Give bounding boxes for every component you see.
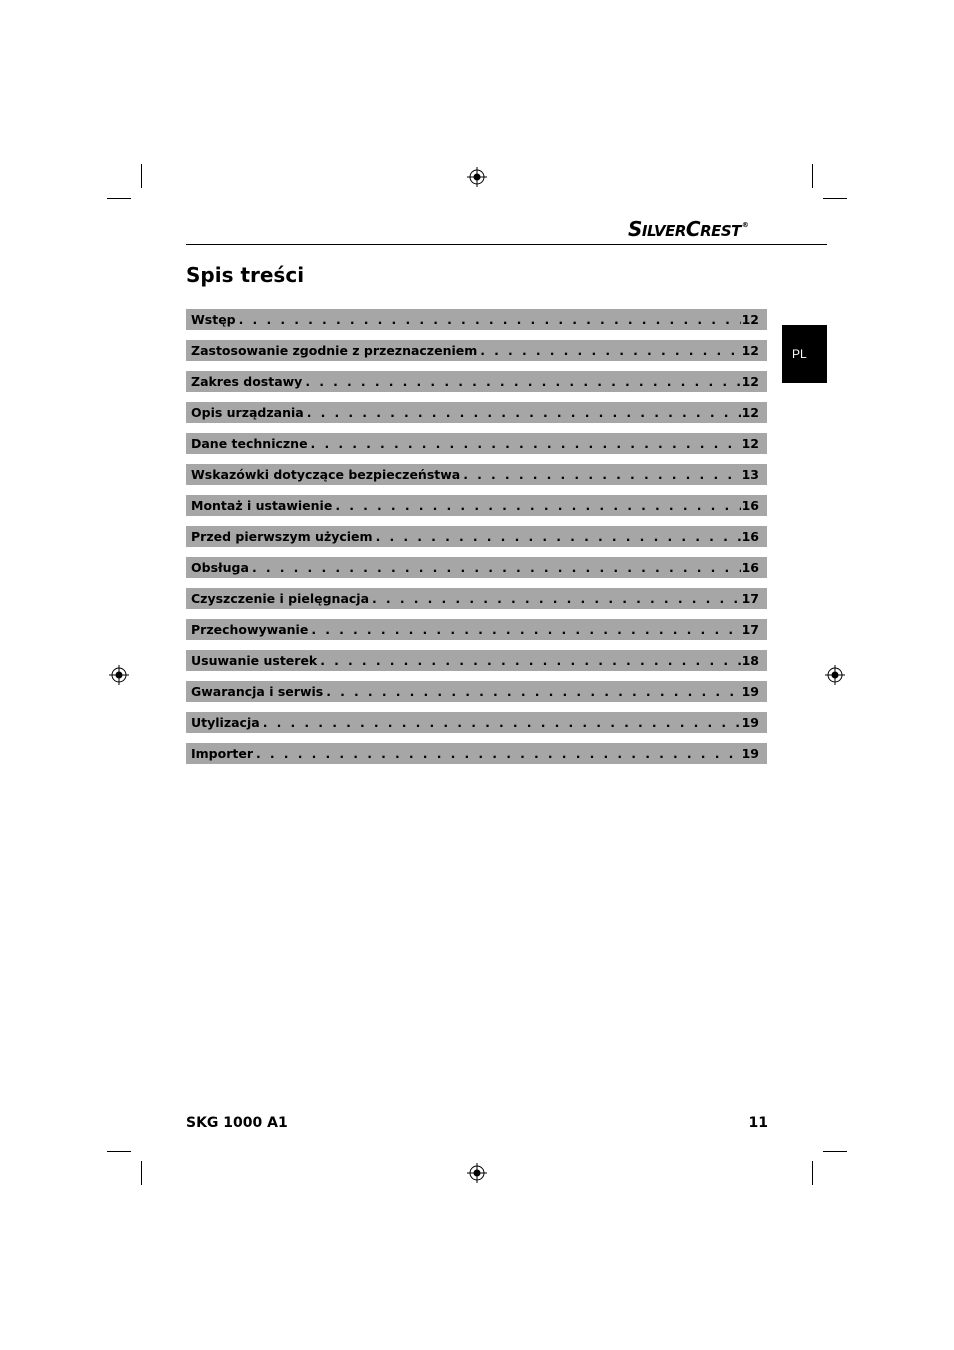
toc-entry-title: Zastosowanie zgodnie z przeznaczeniem [191,343,478,358]
toc-entry-page: 16 [741,529,759,544]
toc-entry-title: Importer [191,746,253,761]
toc-entry-page: 17 [741,622,759,637]
crop-mark-top-left-vertical [141,164,142,188]
toc-entry[interactable] [186,402,767,423]
registration-mark-icon [467,167,487,187]
toc-entry[interactable] [186,371,767,392]
toc-entry[interactable] [186,712,767,733]
toc-entry-title: Usuwanie usterek [191,653,318,668]
dot-leader [256,743,741,764]
toc-entry[interactable] [186,588,767,609]
toc-entry-page: 19 [741,684,759,699]
dot-leader [305,371,740,392]
registration-mark-icon [109,665,129,685]
toc-entry-title: Wskazówki dotyczące bezpieczeństwa [191,467,461,482]
toc-entry[interactable] [186,650,767,671]
crop-mark-bottom-right-horizontal [823,1151,847,1152]
toc-entry-page: 12 [741,312,759,327]
page-title: Spis treści [186,263,305,287]
language-tab [782,325,827,383]
footer-model-number: SKG 1000 A1 [186,1115,288,1131]
toc-entry-page: 19 [741,715,759,730]
registration-mark-icon [825,665,845,685]
dot-leader [263,712,741,733]
toc-entry[interactable] [186,340,767,361]
crop-mark-top-left-horizontal [107,198,131,199]
toc-entry[interactable] [186,464,767,485]
dot-leader [372,588,741,609]
toc-entry[interactable] [186,681,767,702]
dot-leader [252,557,741,578]
dot-leader [480,340,740,361]
toc-entry-page: 16 [741,560,759,575]
table-of-contents [186,309,767,774]
toc-entry[interactable] [186,557,767,578]
dot-leader [311,433,741,454]
header-divider [186,244,827,245]
toc-entry[interactable] [186,743,767,764]
toc-entry-title: Dane techniczne [191,436,308,451]
registration-mark-icon [467,1163,487,1183]
toc-entry-title: Obsługa [191,560,249,575]
toc-entry-title: Gwarancja i serwis [191,684,324,699]
toc-entry[interactable] [186,619,767,640]
toc-entry-page: 12 [741,436,759,451]
crop-mark-top-right-horizontal [823,198,847,199]
toc-entry[interactable] [186,526,767,547]
toc-entry-page: 12 [741,405,759,420]
toc-entry-page: 18 [741,653,759,668]
toc-entry-title: Przechowywanie [191,622,309,637]
footer-page-number: 11 [748,1115,768,1131]
dot-leader [376,526,741,547]
dot-leader [335,495,740,516]
crop-mark-bottom-left-horizontal [107,1151,131,1152]
toc-entry-title: Montaż i ustawienie [191,498,333,513]
toc-entry-page: 19 [741,746,759,761]
brand-logo: SILVERCREST® [628,217,749,241]
toc-entry-page: 17 [741,591,759,606]
toc-entry[interactable] [186,433,767,454]
crop-mark-top-right-vertical [812,164,813,188]
toc-entry-title: Przed pierwszym użyciem [191,529,373,544]
toc-entry-title: Opis urządzania [191,405,304,420]
toc-entry-title: Utylizacja [191,715,260,730]
dot-leader [239,309,741,330]
toc-entry-title: Zakres dostawy [191,374,303,389]
toc-entry-title: Wstęp [191,312,236,327]
toc-entry-page: 12 [741,374,759,389]
dot-leader [320,650,740,671]
toc-entry-page: 16 [741,498,759,513]
language-tab-label: PL [792,347,807,361]
crop-mark-bottom-left-vertical [141,1161,142,1185]
dot-leader [326,681,740,702]
toc-entry-page: 12 [741,343,759,358]
dot-leader [463,464,740,485]
toc-entry-title: Czyszczenie i pielęgnacja [191,591,370,606]
dot-leader [307,402,741,423]
toc-entry[interactable] [186,309,767,330]
dot-leader [311,619,740,640]
toc-entry[interactable] [186,495,767,516]
crop-mark-bottom-right-vertical [812,1161,813,1185]
toc-entry-page: 13 [741,467,759,482]
